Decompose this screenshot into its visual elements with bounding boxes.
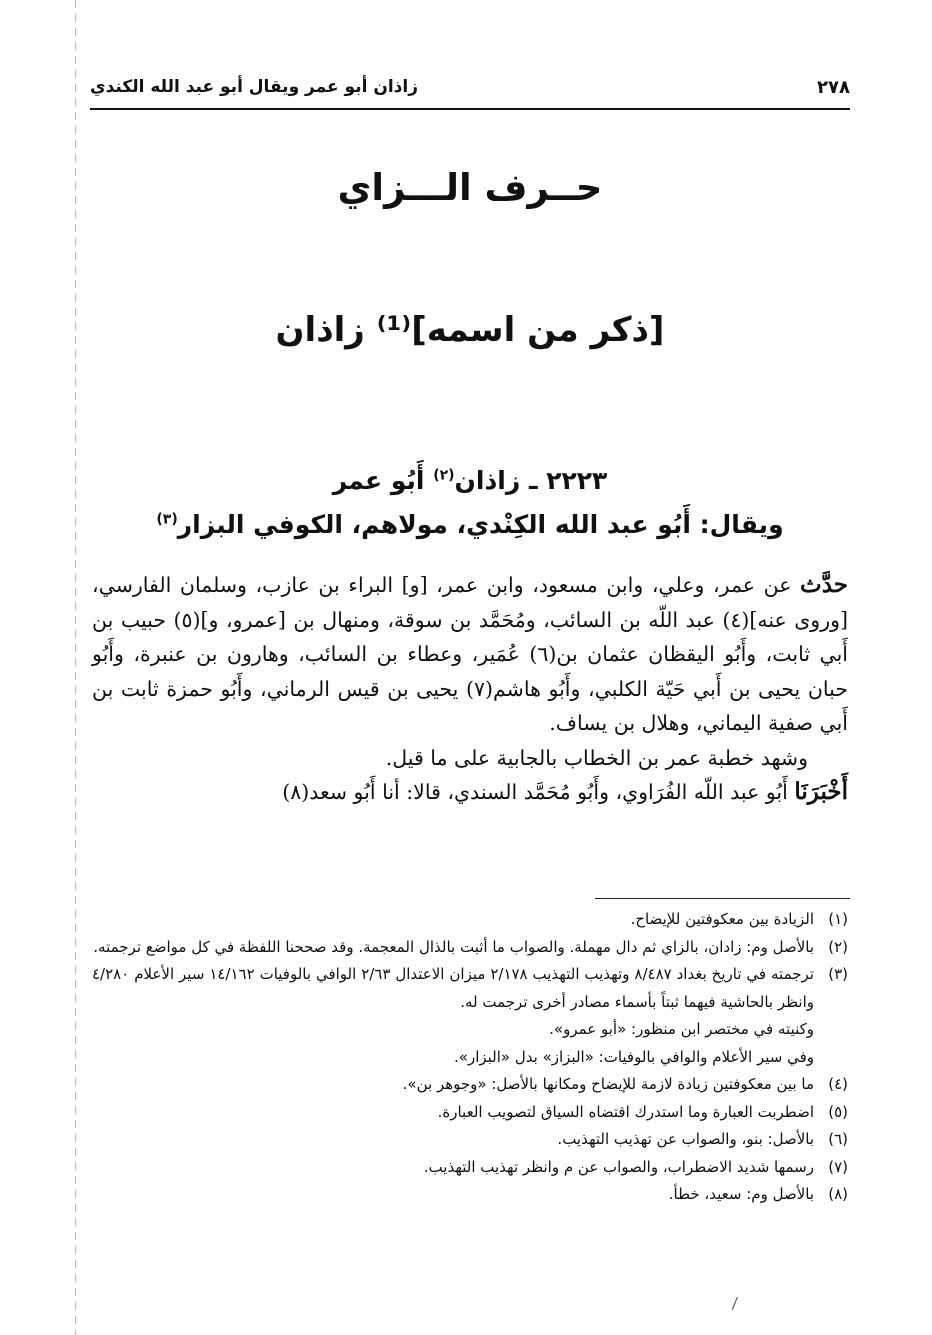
footnote-item [92,1071,848,1099]
footnote-number: (١) [828,910,848,928]
paragraph-text: أَبُو عبد اللّه الفُرَاوي، وأَبُو مُحَمَّد السندي، قالا: أنا أَبُو سعد(٨) [282,780,795,804]
paragraph-narrators [92,568,848,741]
footnote-text: الزيادة بين معكوفتين للإيضاح. [630,910,814,928]
footnote-number: (٢) [828,937,848,956]
header-rule [90,108,850,110]
entry-heading-line2 [90,510,850,539]
stray-pen-mark [732,1297,746,1313]
paragraph-khutba: وشهد خطبة عمر بن الخطاب بالجابية على ما قيل. [385,745,808,770]
footnote-ref: (٣) [156,511,178,528]
footnote-item [92,934,848,962]
footnote-item [92,1126,848,1154]
scan-edge-line [75,0,76,1335]
footnote-item [92,1154,848,1182]
footnote-item [92,1099,848,1127]
footnote-text: رسمها شديد الاضطراب، والصواب عن م وانظر تهذيب التهذيب. [423,1157,814,1176]
footnote-number: (٧) [828,1157,848,1176]
paragraph-isnad [92,775,848,810]
page-header [90,70,850,104]
footnote-text: بالأصل وم: سعيد، خطأ. [668,1185,814,1203]
footnote-number: (٤) [828,1075,848,1093]
section-title: [ذكر من اسمه]⁽¹⁾ زاذان [275,310,665,350]
biography-text [92,568,848,810]
footnote-item [92,961,848,1016]
footnote-number: (٦) [828,1130,848,1148]
footnote-continuation: وكنيته في مختصر ابن منظور: «أبو عمرو». [549,1020,814,1038]
running-title: زاذان أبو عمر ويقال أبو عبد الله الكندي [90,77,419,97]
footnote-number: (٨) [828,1185,848,1203]
footnote-item [92,906,848,934]
footnote-number: (٥) [828,1102,848,1121]
paragraph-text: عن عمر، وعلي، وابن مسعود، وابن عمر، [و] البراء بن عازب، وسلمان الفارسي، [وروى عنه](٤) عبد اللّه بن السائب، ومُحَمَّد بن سوقة، ومنهال بن [عمرو، و](٥) حبيب بن أَبي ثابت، وأَبُو اليقظان عثمان بن(٦) عُمَير، وعطاء بن السائب، وهارون بن عنبرة، وأَبُو حبان يحيى بن أَبي حَيّة الكلبي، وأَبُو هاشم(٧) يحيى بن قيس الرماني، وأَبُو حمزة ثابت بن أَبي صفية اليماني، وهلال بن يساف. [92,573,849,735]
footnote-item [92,1181,848,1209]
entry-alt-name: ويقال: أَبُو عبد الله الكِنْدي، مولاهم، الكوفي البزار [177,510,784,539]
entry-heading-line1 [90,466,850,495]
entry-kunya: أَبُو عمر [332,466,434,495]
footnotes-section [92,906,848,1209]
footnote-rule [595,898,850,899]
footnote-text: بالأصل: بنو، والصواب عن تهذيب التهذيب. [557,1130,814,1148]
entry-number-name: ٢٢٢٣ ـ زاذان [454,466,608,495]
lead-word: أَخْبَرَنَا [794,778,848,805]
footnote-continuation: وفي سير الأعلام والوافي بالوفيات: «البزاز» بدل «البزار». [454,1047,814,1066]
footnote-text: ما بين معكوفتين زيادة لازمة للإيضاح ومكانها بالأصل: «وجوهر بن». [402,1075,814,1093]
lead-word: حدَّث [800,571,848,598]
footnote-text: بالأصل وم: زادان، بالزاي ثم دال مهملة. والصواب ما أثبت بالذال المعجمة. وقد صححنا اللفظة في كل مواضع ترجمته. [93,937,814,956]
page-number: ٢٧٨ [817,76,850,98]
chapter-title: حــرف الـــزاي [337,166,603,209]
footnote-ref: (٢) [433,467,455,484]
footnote-number: (٣) [828,965,848,983]
footnote-text: اضطربت العبارة وما استدرك اقتضاه السياق لتصويب العبارة. [437,1102,814,1121]
footnote-text: ترجمته في تاريخ بغداد ٨/٤٨٧ وتهذيب التهذيب ٢/١٧٨ ميزان الاعتدال ٢/٦٣ الوافي بالوفيات ١٤/١٦٢ سير الأعلام ٤/٢٨٠ وانظر بالحاشية فيهما ثبتاً بأسماء مصادر أخرى ترجمت له. [92,965,814,1011]
